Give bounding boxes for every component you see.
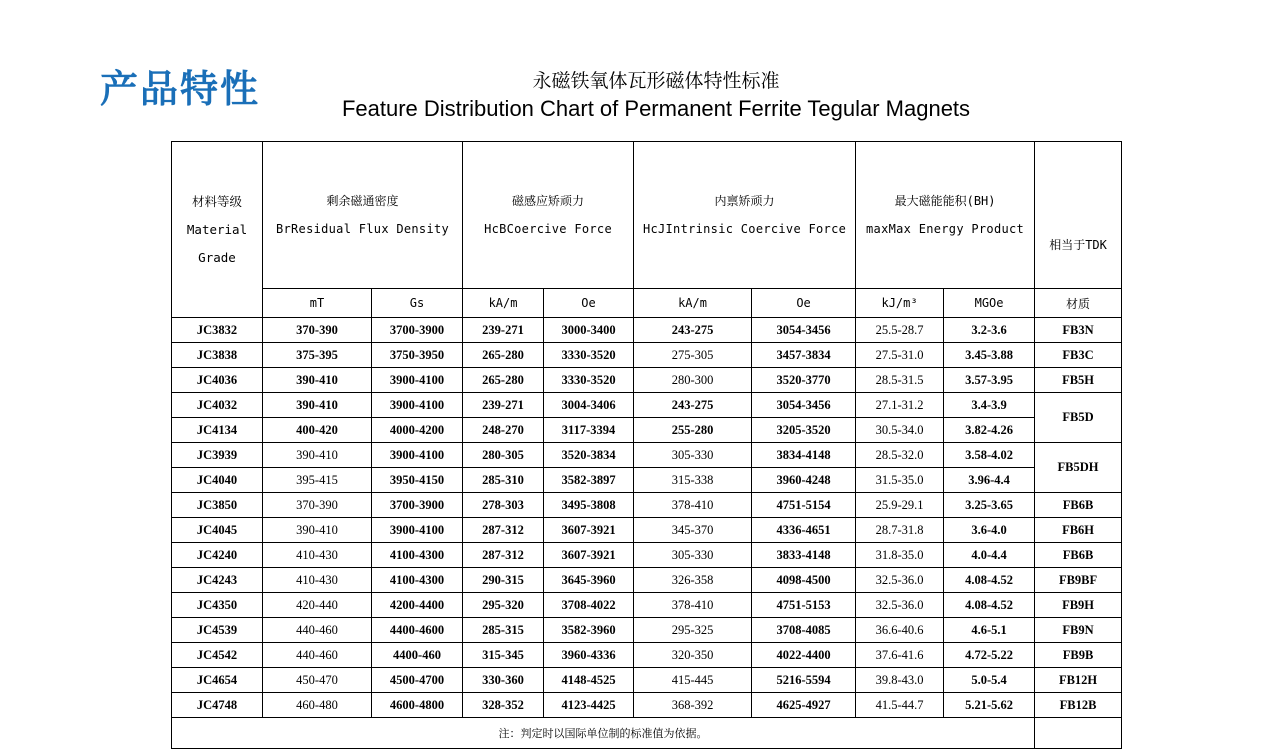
table-row [172, 418, 1122, 443]
cell-bh-mgoe: 4.08-4.52 [944, 593, 1035, 618]
unit-cell: Oe [752, 289, 856, 318]
cell-hcb-kam: 295-320 [463, 593, 544, 618]
cell-tdk: FB3C [1035, 343, 1122, 368]
cell-grade: JC4040 [172, 468, 263, 493]
cell-bh-mgoe: 3.6-4.0 [944, 518, 1035, 543]
cell-br-mt: 390-410 [263, 518, 372, 543]
note-row [172, 718, 1122, 749]
cell-br-mt: 440-460 [263, 618, 372, 643]
cell-hcj-kam: 275-305 [634, 343, 752, 368]
cell-bh-kjm3: 30.5-34.0 [856, 418, 944, 443]
cell-br-mt: 410-430 [263, 543, 372, 568]
cell-hcj-kam: 255-280 [634, 418, 752, 443]
group-header-hcb [463, 142, 634, 289]
cell-tdk: FB6B [1035, 543, 1122, 568]
cell-br-gs: 4100-4300 [372, 543, 463, 568]
cell-hcb-oe: 3330-3520 [544, 343, 634, 368]
group-bhmax-cn: 最大磁能能积(BH) [894, 194, 996, 208]
cell-hcj-kam: 320-350 [634, 643, 752, 668]
group-bhmax-en: maxMax Energy Product [866, 222, 1025, 236]
cell-hcj-oe: 4022-4400 [752, 643, 856, 668]
cell-grade: JC4036 [172, 368, 263, 393]
cell-bh-kjm3: 28.5-31.5 [856, 368, 944, 393]
footnote: 注：判定时以国际单位制的标准值为依据。 [172, 718, 1035, 749]
chart-title-english: Feature Distribution Chart of Permanent Ferrite Tegular Magnets [341, 96, 971, 121]
cell-br-gs: 3900-4100 [372, 518, 463, 543]
cell-br-gs: 3900-4100 [372, 393, 463, 418]
cell-hcb-oe: 3645-3960 [544, 568, 634, 593]
cell-hcb-oe: 3582-3897 [544, 468, 634, 493]
cell-hcj-oe: 3205-3520 [752, 418, 856, 443]
cell-bh-mgoe: 3.57-3.95 [944, 368, 1035, 393]
cell-br-mt: 370-390 [263, 493, 372, 518]
cell-br-gs: 3700-3900 [372, 493, 463, 518]
group-hcb-cn: 磁感应矫顽力 [512, 194, 585, 208]
cell-hcj-kam: 378-410 [634, 493, 752, 518]
cell-hcj-oe: 3708-4085 [752, 618, 856, 643]
cell-br-mt: 400-420 [263, 418, 372, 443]
cell-hcj-kam: 243-275 [634, 318, 752, 343]
cell-hcj-kam: 280-300 [634, 368, 752, 393]
cell-br-mt: 375-395 [263, 343, 372, 368]
cell-bh-mgoe: 4.08-4.52 [944, 568, 1035, 593]
cell-grade: JC3838 [172, 343, 263, 368]
unit-cell: Gs [372, 289, 463, 318]
cell-hcb-kam: 278-303 [463, 493, 544, 518]
cell-hcj-oe: 4751-5154 [752, 493, 856, 518]
cell-hcj-oe: 3054-3456 [752, 393, 856, 418]
table-row [172, 543, 1122, 568]
cell-hcb-kam: 328-352 [463, 693, 544, 718]
cell-hcb-kam: 280-305 [463, 443, 544, 468]
cell-br-gs: 4400-4600 [372, 618, 463, 643]
cell-hcb-oe: 3960-4336 [544, 643, 634, 668]
cell-bh-kjm3: 25.9-29.1 [856, 493, 944, 518]
cell-grade: JC4032 [172, 393, 263, 418]
cell-hcb-kam: 287-312 [463, 543, 544, 568]
cell-br-mt: 420-440 [263, 593, 372, 618]
cell-hcj-kam: 305-330 [634, 443, 752, 468]
cell-grade: JC4045 [172, 518, 263, 543]
cell-grade: JC3832 [172, 318, 263, 343]
cell-br-mt: 450-470 [263, 668, 372, 693]
cell-br-gs: 3900-4100 [372, 443, 463, 468]
table-row [172, 593, 1122, 618]
cell-grade: JC4542 [172, 643, 263, 668]
cell-bh-kjm3: 32.5-36.0 [856, 593, 944, 618]
cell-hcj-kam: 415-445 [634, 668, 752, 693]
cell-grade: JC4240 [172, 543, 263, 568]
unit-cell: kJ/m³ [856, 289, 944, 318]
cell-br-mt: 460-480 [263, 693, 372, 718]
cell-hcb-kam: 290-315 [463, 568, 544, 593]
cell-hcb-kam: 330-360 [463, 668, 544, 693]
cell-hcj-kam: 378-410 [634, 593, 752, 618]
table-row [172, 368, 1122, 393]
table-row [172, 493, 1122, 518]
cell-br-gs: 4000-4200 [372, 418, 463, 443]
cell-hcb-kam: 315-345 [463, 643, 544, 668]
cell-tdk: FB3N [1035, 318, 1122, 343]
cell-hcb-kam: 287-312 [463, 518, 544, 543]
cell-hcj-kam: 305-330 [634, 543, 752, 568]
cell-hcb-oe: 3520-3834 [544, 443, 634, 468]
cell-hcj-oe: 5216-5594 [752, 668, 856, 693]
group-header-hcj [634, 142, 856, 289]
grade-header-text: 材料等级 Material Grade [186, 193, 248, 265]
cell-bh-kjm3: 27.1-31.2 [856, 393, 944, 418]
cell-hcj-oe: 3834-4148 [752, 443, 856, 468]
cell-hcb-oe: 3607-3921 [544, 518, 634, 543]
unit-cell: mT [263, 289, 372, 318]
cell-br-mt: 390-410 [263, 443, 372, 468]
group-hcj-cn: 内禀矫顽力 [714, 194, 775, 208]
cell-hcb-kam: 265-280 [463, 368, 544, 393]
cell-bh-kjm3: 37.6-41.6 [856, 643, 944, 668]
cell-tdk: FB5D [1035, 393, 1122, 443]
cell-hcj-oe: 3960-4248 [752, 468, 856, 493]
table-row [172, 318, 1122, 343]
cell-tdk: FB6H [1035, 518, 1122, 543]
cell-tdk: FB6B [1035, 493, 1122, 518]
tdk-header-text: 相当于TDK [1049, 238, 1107, 252]
cell-grade: JC4654 [172, 668, 263, 693]
chart-title-chinese: 永磁铁氧体瓦形磁体特性标准 [532, 70, 780, 92]
group-br-cn: 剩余磁通密度 [326, 194, 399, 208]
cell-hcb-oe: 4123-4425 [544, 693, 634, 718]
cell-bh-mgoe: 3.82-4.26 [944, 418, 1035, 443]
cell-hcb-oe: 3495-3808 [544, 493, 634, 518]
cell-hcj-oe: 3833-4148 [752, 543, 856, 568]
cell-grade: JC4748 [172, 693, 263, 718]
cell-hcb-kam: 248-270 [463, 418, 544, 443]
cell-br-gs: 3950-4150 [372, 468, 463, 493]
cell-hcb-oe: 3708-4022 [544, 593, 634, 618]
table-row [172, 393, 1122, 418]
unit-cell: kA/m [463, 289, 544, 318]
cell-br-gs: 3750-3950 [372, 343, 463, 368]
table-row [172, 618, 1122, 643]
cell-br-mt: 390-410 [263, 393, 372, 418]
cell-hcb-oe: 3582-3960 [544, 618, 634, 643]
cell-hcj-oe: 4751-5153 [752, 593, 856, 618]
cell-bh-mgoe: 4.6-5.1 [944, 618, 1035, 643]
cell-grade: JC4539 [172, 618, 263, 643]
cell-bh-kjm3: 41.5-44.7 [856, 693, 944, 718]
cell-hcj-kam: 326-358 [634, 568, 752, 593]
cell-hcj-kam: 368-392 [634, 693, 752, 718]
cell-br-gs: 4100-4300 [372, 568, 463, 593]
table-row [172, 668, 1122, 693]
table-row [172, 568, 1122, 593]
cell-br-mt: 390-410 [263, 368, 372, 393]
cell-br-mt: 410-430 [263, 568, 372, 593]
page-heading: 产品特性 [100, 67, 261, 111]
cell-hcj-oe: 3054-3456 [752, 318, 856, 343]
cell-hcb-oe: 3000-3400 [544, 318, 634, 343]
table-row [172, 518, 1122, 543]
cell-hcj-kam: 243-275 [634, 393, 752, 418]
cell-bh-mgoe: 3.25-3.65 [944, 493, 1035, 518]
header-row [172, 142, 1122, 289]
tdk-header [1035, 142, 1122, 289]
cell-tdk: FB12B [1035, 693, 1122, 718]
cell-br-gs: 4400-460 [372, 643, 463, 668]
cell-tdk: FB12H [1035, 668, 1122, 693]
cell-hcb-oe: 4148-4525 [544, 668, 634, 693]
table-row [172, 693, 1122, 718]
cell-br-mt: 395-415 [263, 468, 372, 493]
cell-bh-kjm3: 25.5-28.7 [856, 318, 944, 343]
footnote-empty-cell [1035, 718, 1122, 749]
cell-bh-mgoe: 5.0-5.4 [944, 668, 1035, 693]
cell-hcb-oe: 3330-3520 [544, 368, 634, 393]
cell-hcb-oe: 3117-3394 [544, 418, 634, 443]
cell-bh-mgoe: 3.4-3.9 [944, 393, 1035, 418]
table-row [172, 468, 1122, 493]
cell-bh-kjm3: 36.6-40.6 [856, 618, 944, 643]
cell-tdk: FB5DH [1035, 443, 1122, 493]
cell-tdk: FB9B [1035, 643, 1122, 668]
cell-hcj-oe: 4098-4500 [752, 568, 856, 593]
cell-hcb-kam: 285-310 [463, 468, 544, 493]
cell-hcj-kam: 295-325 [634, 618, 752, 643]
cell-tdk: FB9N [1035, 618, 1122, 643]
cell-hcj-oe: 3520-3770 [752, 368, 856, 393]
table-row [172, 643, 1122, 668]
cell-bh-mgoe: 3.96-4.4 [944, 468, 1035, 493]
cell-tdk: FB5H [1035, 368, 1122, 393]
cell-hcj-oe: 4625-4927 [752, 693, 856, 718]
cell-grade: JC4350 [172, 593, 263, 618]
cell-bh-mgoe: 4.0-4.4 [944, 543, 1035, 568]
cell-hcb-oe: 3004-3406 [544, 393, 634, 418]
cell-bh-mgoe: 3.58-4.02 [944, 443, 1035, 468]
cell-hcb-kam: 239-271 [463, 393, 544, 418]
cell-br-gs: 4600-4800 [372, 693, 463, 718]
grade-header [172, 142, 263, 318]
cell-bh-mgoe: 5.21-5.62 [944, 693, 1035, 718]
cell-bh-kjm3: 28.5-32.0 [856, 443, 944, 468]
cell-grade: JC4243 [172, 568, 263, 593]
cell-grade: JC3939 [172, 443, 263, 468]
unit-cell: MGOe [944, 289, 1035, 318]
cell-tdk: FB9H [1035, 593, 1122, 618]
cell-bh-mgoe: 3.45-3.88 [944, 343, 1035, 368]
table-row [172, 343, 1122, 368]
cell-bh-kjm3: 39.8-43.0 [856, 668, 944, 693]
cell-hcj-kam: 345-370 [634, 518, 752, 543]
cell-br-mt: 370-390 [263, 318, 372, 343]
group-header-bhmax [856, 142, 1035, 289]
cell-grade: JC4134 [172, 418, 263, 443]
cell-hcj-oe: 3457-3834 [752, 343, 856, 368]
cell-bh-mgoe: 3.2-3.6 [944, 318, 1035, 343]
cell-bh-kjm3: 31.5-35.0 [856, 468, 944, 493]
cell-br-gs: 4200-4400 [372, 593, 463, 618]
group-hcj-en: HcJIntrinsic Coercive Force [642, 222, 847, 236]
group-header-br [263, 142, 463, 289]
cell-br-gs: 4500-4700 [372, 668, 463, 693]
cell-hcj-kam: 315-338 [634, 468, 752, 493]
cell-bh-kjm3: 31.8-35.0 [856, 543, 944, 568]
cell-br-gs: 3900-4100 [372, 368, 463, 393]
table-row [172, 443, 1122, 468]
group-br-en: BrResidual Flux Density [275, 222, 450, 236]
cell-grade: JC3850 [172, 493, 263, 518]
unit-cell: Oe [544, 289, 634, 318]
cell-br-gs: 3700-3900 [372, 318, 463, 343]
cell-bh-kjm3: 27.5-31.0 [856, 343, 944, 368]
cell-br-mt: 440-460 [263, 643, 372, 668]
cell-hcb-kam: 265-280 [463, 343, 544, 368]
cell-tdk: FB9BF [1035, 568, 1122, 593]
magnet-spec-table [171, 141, 1122, 749]
units-row [172, 289, 1122, 318]
cell-bh-kjm3: 28.7-31.8 [856, 518, 944, 543]
unit-cell: kA/m [634, 289, 752, 318]
cell-bh-kjm3: 32.5-36.0 [856, 568, 944, 593]
cell-hcb-kam: 239-271 [463, 318, 544, 343]
tdk-sub-header: 材质 [1035, 289, 1122, 318]
group-hcb-en: HcBCoercive Force [484, 222, 612, 236]
cell-hcb-kam: 285-315 [463, 618, 544, 643]
cell-hcb-oe: 3607-3921 [544, 543, 634, 568]
cell-hcj-oe: 4336-4651 [752, 518, 856, 543]
table-body [172, 142, 1122, 749]
cell-bh-mgoe: 4.72-5.22 [944, 643, 1035, 668]
